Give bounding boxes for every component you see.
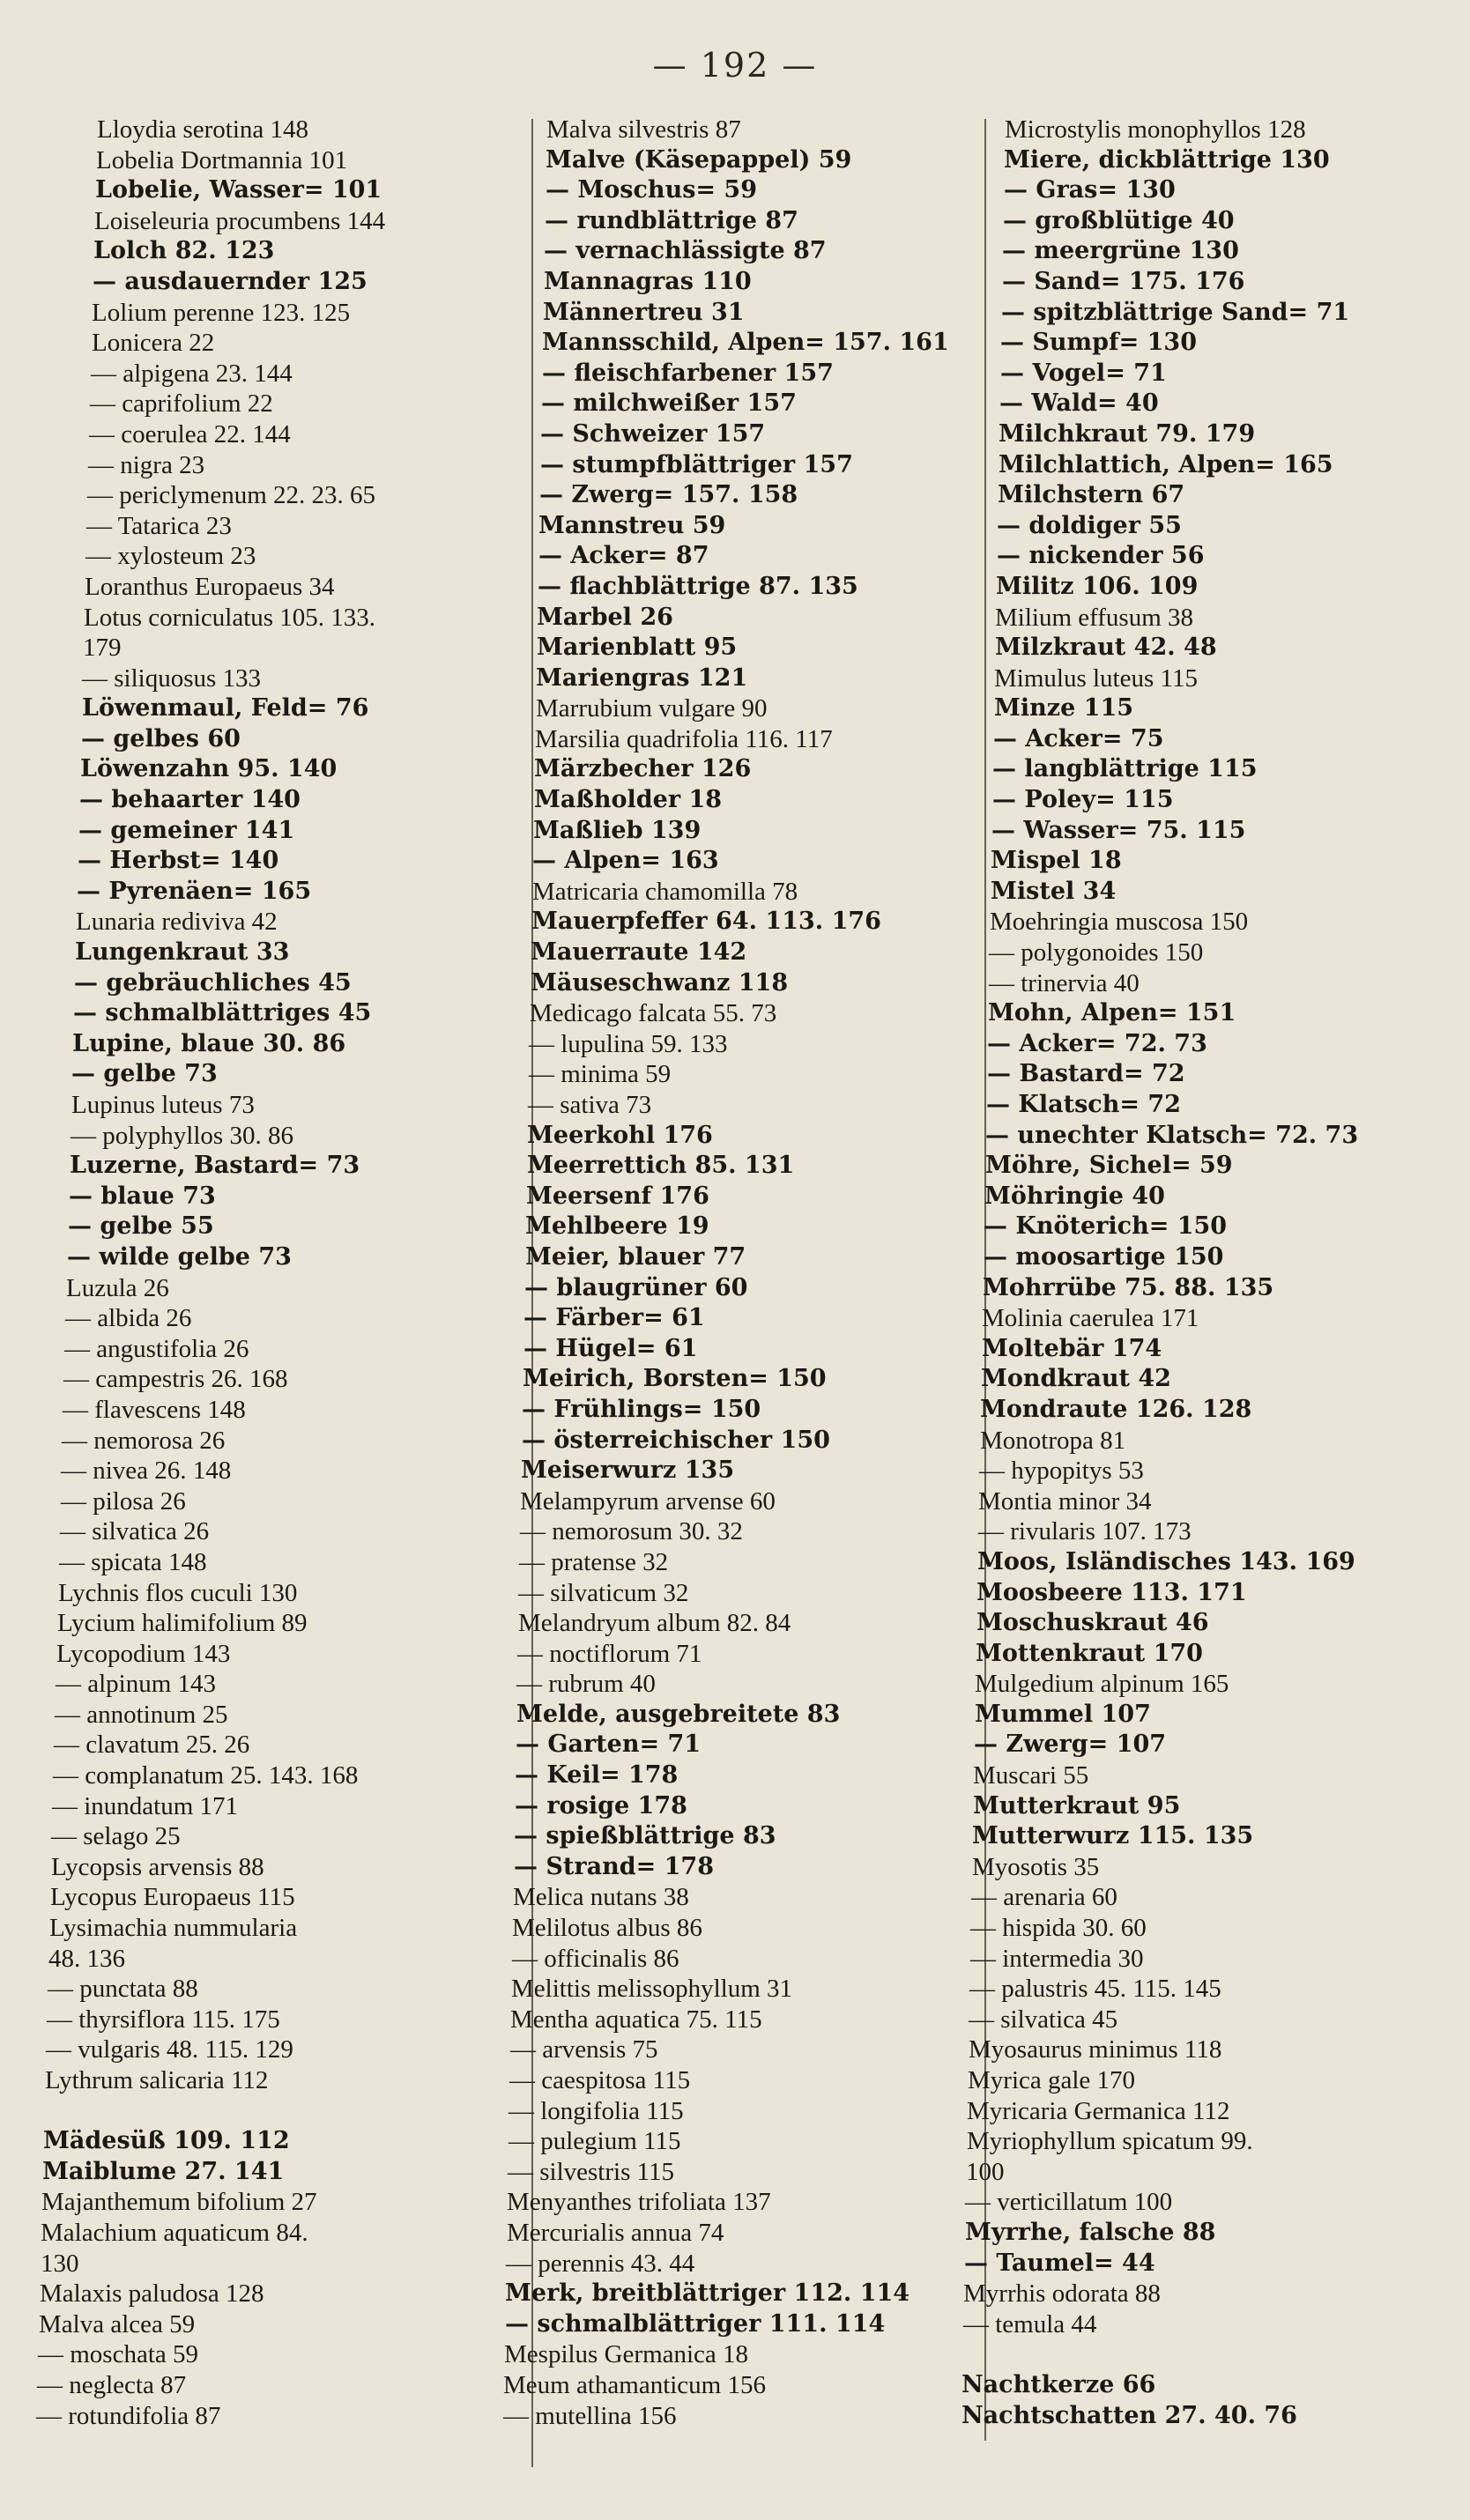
index-entry: Lycopodium 143	[56, 1639, 231, 1668]
index-entry: — thyrsiflora 115. 175	[47, 2005, 280, 2034]
index-entry: Loiseleuria procumbens 144	[94, 206, 386, 235]
index-entry: — minima 59	[529, 1060, 672, 1089]
index-entry: Loranthus Europaeus 34	[85, 572, 335, 601]
index-entry: — gelbe 55	[68, 1212, 214, 1241]
index-entry: — Bastard= 72	[987, 1060, 1185, 1088]
index-entry: Maßholder 18	[534, 786, 723, 814]
index-entry: Melde, ausgebreitete 83	[516, 1700, 841, 1728]
index-entry: Malva silvestris 87	[546, 115, 741, 144]
index-entry: — trinervia 40	[989, 968, 1140, 997]
index-entry: — Poley= 115	[992, 786, 1174, 814]
index-entry: — coerulea 22. 144	[89, 419, 291, 448]
index-entry: — campestris 26. 168	[63, 1365, 288, 1394]
index-entry: Mauerpfeffer 64. 113. 176	[531, 908, 881, 936]
index-entry: Mäuseschwanz 118	[531, 968, 789, 997]
index-entry: — polygonoides 150	[989, 938, 1204, 967]
index-entry: — Färber= 61	[523, 1304, 705, 1332]
index-entry: — meergrüne 130	[1002, 237, 1239, 265]
index-entry: — noctiflorum 71	[517, 1639, 702, 1668]
index-entry: Lobelie, Wasser= 101	[95, 176, 382, 204]
index-entry: — caprifolium 22	[90, 389, 273, 419]
index-entry: Molinia caerulea 171	[982, 1304, 1199, 1333]
index-entry: — complanatum 25. 143. 168	[53, 1761, 359, 1790]
index-entry: — Wasser= 75. 115	[991, 816, 1246, 844]
index-entry: Menyanthes trifoliata 137	[507, 2188, 771, 2217]
index-entry: — fleischfarbener 157	[542, 359, 834, 387]
index-entry: — großblütige 40	[1003, 206, 1235, 234]
index-entry: — vernachlässigte 87	[544, 237, 827, 265]
index-entry: — Klatsch= 72	[986, 1091, 1181, 1118]
index-entry: Malve (Käsepappel) 59	[546, 145, 852, 174]
index-entry: Nachtschatten 27. 40. 76	[961, 2401, 1297, 2429]
index-entry: Milchstern 67	[998, 481, 1185, 509]
index-entry: Myrrhe, falsche 88	[965, 2218, 1216, 2246]
index-entry: Meum athamanticum 156	[503, 2370, 766, 2399]
index-entry: — silvatica 26	[60, 1517, 210, 1546]
index-entry: Meiserwurz 135	[521, 1456, 735, 1485]
index-entry: Mispel 18	[991, 847, 1122, 875]
index-entry: — perennis 43. 44	[506, 2249, 695, 2278]
index-entry: — lupulina 59. 133	[529, 1029, 728, 1058]
index-entry: Microstylis monophyllos 128	[1005, 115, 1306, 144]
index-entry: Lycopsis arvensis 88	[51, 1852, 264, 1881]
index-entry: Myosotis 35	[972, 1852, 1100, 1881]
index-entry: — behaarter 140	[79, 786, 301, 814]
index-entry: Moos, Isländisches 143. 169	[977, 1547, 1355, 1575]
index-entry: — schmalblättriges 45	[73, 999, 372, 1027]
index-entry: Mulgedium alpinum 165	[975, 1670, 1229, 1699]
index-entry: — sativa 73	[528, 1091, 652, 1119]
index-entry: — nemorosum 30. 32	[520, 1517, 743, 1546]
index-entry: — periclymenum 22. 23. 65	[87, 481, 376, 510]
index-entry: Mercurialis annua 74	[507, 2218, 724, 2247]
index-entry: — gemeiner 141	[78, 816, 295, 844]
index-entry: Lysimachia nummularia	[49, 1914, 298, 1943]
index-entry: 179	[83, 634, 122, 663]
index-entry: — nickender 56	[997, 542, 1205, 570]
index-entry: — officinalis 86	[512, 1944, 679, 1973]
index-entry: 130	[41, 2249, 79, 2278]
index-entry: — Sumpf= 130	[1000, 329, 1197, 357]
index-entry: Montia minor 34	[978, 1486, 1152, 1516]
index-entry: — gebräuchliches 45	[74, 968, 352, 997]
index-entry: — silvatica 45	[969, 2005, 1118, 2034]
index-entry: Mondraute 126. 128	[980, 1395, 1252, 1423]
index-entry: — ausdauernder 125	[93, 267, 368, 295]
index-column-right	[961, 115, 1454, 2467]
index-entry: — stumpfblättriger 157	[540, 450, 853, 478]
index-entry: — spicata 148	[59, 1547, 207, 1576]
index-entry: — mutellina 156	[503, 2401, 677, 2430]
index-entry: — verticillatum 100	[965, 2188, 1173, 2217]
index-entry: — Vogel= 71	[1000, 359, 1167, 387]
index-entry: Mariengras 121	[536, 663, 748, 692]
index-entry: Melittis melissophyllum 31	[511, 1975, 793, 2004]
index-entry: — Herbst= 140	[78, 847, 279, 875]
index-column-middle	[502, 115, 978, 2467]
index-entry: Lunaria rediviva 42	[76, 908, 278, 937]
index-entry: Myriophyllum spicatum 99.	[967, 2127, 1253, 2156]
index-entry: Mohrrübe 75. 88. 135	[983, 1273, 1274, 1301]
index-entry: — Wald= 40	[999, 389, 1159, 418]
index-entry: Melampyrum arvense 60	[520, 1486, 776, 1516]
index-entry: — pulegium 115	[509, 2127, 681, 2156]
index-entry: Milium effusum 38	[995, 603, 1194, 632]
index-entry: — blaue 73	[69, 1182, 216, 1210]
index-entry: — spitzblättrige Sand= 71	[1001, 298, 1350, 326]
index-entry: — arenaria 60	[971, 1883, 1117, 1912]
index-entry: Myrrhis odorata 88	[963, 2279, 1161, 2309]
index-entry: Monotropa 81	[980, 1426, 1126, 1455]
index-entry: — inundatum 171	[52, 1791, 239, 1820]
index-entry: Mistel 34	[991, 877, 1117, 905]
index-entry: Mondkraut 42	[981, 1365, 1171, 1393]
index-entry: Mutterkraut 95	[973, 1791, 1181, 1820]
index-entry: Melica nutans 38	[513, 1883, 689, 1912]
index-entry: — nemorosa 26	[62, 1426, 226, 1455]
index-entry: Mohn, Alpen= 151	[988, 999, 1236, 1027]
index-entry: Merk, breitblättriger 112. 114	[505, 2279, 910, 2308]
index-entry: Lolch 82. 123	[93, 237, 275, 265]
index-entry: — rotundifolia 87	[36, 2401, 221, 2430]
index-entry: Männertreu 31	[543, 298, 745, 326]
index-entry: — alpinum 143	[56, 1670, 217, 1699]
page-number: — 192 —	[652, 46, 818, 85]
index-entry: — pratense 32	[519, 1547, 669, 1576]
index-entry: — arvensis 75	[510, 2035, 658, 2064]
index-entry: — temula 44	[963, 2309, 1097, 2338]
index-entry: Mespilus Germanica 18	[504, 2340, 749, 2369]
index-entry: Mannagras 110	[544, 267, 752, 295]
index-entry: Lycium halimifolium 89	[57, 1609, 308, 1638]
index-entry: Mummel 107	[975, 1700, 1151, 1728]
index-entry: — selago 25	[51, 1822, 181, 1851]
index-entry: Maßlieb 139	[533, 816, 702, 844]
index-entry: Lungenkraut 33	[75, 938, 290, 967]
index-entry: Lloydia serotina 148	[97, 115, 309, 144]
index-entry: — longifolia 115	[509, 2096, 684, 2125]
index-entry: Möhre, Sichel= 59	[985, 1152, 1233, 1180]
index-entry: Malva alcea 59	[39, 2309, 196, 2338]
index-entry: — Taumel= 44	[964, 2249, 1155, 2277]
index-entry: — nivea 26. 148	[61, 1456, 232, 1486]
index-entry: — schmalblättriger 111. 114	[505, 2309, 886, 2338]
index-entry: — Garten= 71	[516, 1731, 702, 1759]
index-entry: Myosaurus minimus 118	[969, 2035, 1222, 2064]
index-entry: Luzula 26	[66, 1273, 169, 1302]
index-entry: Meirich, Borsten= 150	[523, 1365, 827, 1393]
index-entry: Lythrum salicaria 112	[45, 2066, 269, 2094]
index-entry: Mädesüß 109. 112	[43, 2127, 290, 2155]
index-entry: Lonicera 22	[92, 329, 215, 358]
index-entry: — Strand= 178	[514, 1852, 714, 1880]
index-entry: Melandryum album 82. 84	[518, 1609, 791, 1638]
index-entry: — rosige 178	[515, 1791, 687, 1820]
index-entry: Medicago falcata 55. 73	[530, 999, 777, 1028]
index-entry: Mannstreu 59	[538, 511, 726, 539]
index-entry: Mimulus luteus 115	[994, 663, 1198, 693]
index-entry: — rundblättrige 87	[545, 206, 798, 234]
index-entry: Maiblume 27. 141	[42, 2157, 285, 2185]
index-entry: — Knöterich= 150	[984, 1212, 1228, 1241]
index-entry: Marsilia quadrifolia 116. 117	[535, 724, 833, 753]
index-entry: — silvestris 115	[508, 2157, 675, 2186]
index-entry: — spießblättrige 83	[514, 1822, 776, 1850]
index-entry: Marbel 26	[537, 603, 673, 631]
index-entry: — Pyrenäen= 165	[77, 877, 312, 905]
index-entry: — punctata 88	[48, 1975, 198, 2004]
index-entry: Myrica gale 170	[968, 2066, 1136, 2094]
index-entry: — hispida 30. 60	[970, 1914, 1147, 1943]
index-entry: Matricaria chamomilla 78	[532, 877, 798, 906]
index-entry: — Zwerg= 157. 158	[539, 481, 798, 509]
index-entry: — milchweißer 157	[541, 389, 797, 418]
index-entry: — blaugrüner 60	[524, 1273, 748, 1301]
index-entry: Mutterwurz 115. 135	[972, 1822, 1254, 1850]
index-entry: Mottenkraut 170	[976, 1639, 1203, 1667]
index-entry: Marrubium vulgare 90	[536, 694, 768, 723]
index-entry: Moosbeere 113. 171	[976, 1578, 1247, 1606]
index-entry: Muscari 55	[973, 1761, 1089, 1790]
index-entry: — pilosa 26	[61, 1486, 186, 1516]
index-entry: — clavatum 25. 26	[54, 1731, 250, 1760]
index-entry: — nigra 23	[88, 450, 205, 479]
index-entry: Lychnis flos cuculi 130	[58, 1578, 298, 1607]
index-entry: Meerrettich 85. 131	[527, 1152, 795, 1180]
index-entry: — annotinum 25	[55, 1700, 228, 1729]
index-entry: — Moschus= 59	[546, 176, 757, 204]
index-entry: — intermedia 30	[970, 1944, 1144, 1973]
index-entry: 48. 136	[48, 1944, 125, 1973]
index-entry: Löwenmaul, Feld= 76	[82, 694, 369, 723]
index-entry: Lupinus luteus 73	[71, 1091, 255, 1119]
index-entry: — Acker= 87	[538, 542, 709, 570]
index-entry: Möhringie 40	[984, 1182, 1165, 1210]
section-gap	[35, 2096, 529, 2127]
index-entry: — Keil= 178	[515, 1761, 679, 1790]
index-entry: — Sand= 175. 176	[1002, 267, 1245, 295]
index-entry: Milchkraut 79. 179	[999, 419, 1256, 448]
index-entry: Melilotus albus 86	[512, 1914, 702, 1943]
index-entry: Lupine, blaue 30. 86	[72, 1029, 346, 1057]
index-entry: Löwenzahn 95. 140	[80, 755, 338, 783]
index-entry: — alpigena 23. 144	[91, 359, 293, 388]
index-entry: — doldiger 55	[997, 511, 1182, 539]
index-entry: Lotus corniculatus 105. 133.	[84, 603, 376, 632]
section-gap	[961, 2339, 1454, 2370]
index-entry: Moschuskraut 46	[976, 1609, 1209, 1637]
index-entry: — rivularis 107. 173	[978, 1517, 1192, 1546]
index-entry: — albida 26	[65, 1304, 192, 1333]
index-entry: — Schweizer 157	[540, 419, 766, 448]
index-entry: Mentha aquatica 75. 115	[510, 2005, 762, 2034]
index-column-left	[35, 115, 529, 2467]
index-entry: Malachium aquaticum 84.	[41, 2218, 308, 2247]
index-entry: Miere, dickblättrige 130	[1004, 145, 1330, 174]
index-entry: — moosartige 150	[984, 1242, 1224, 1271]
index-entry: — unechter Klatsch= 72. 73	[985, 1121, 1359, 1149]
index-entry: — silvaticum 32	[518, 1578, 689, 1607]
index-entry: — Acker= 72. 73	[987, 1029, 1207, 1057]
index-entry: — hypopitys 53	[979, 1456, 1144, 1486]
index-entry: — langblättrige 115	[992, 755, 1258, 783]
index-entry: — angustifolia 26	[64, 1334, 249, 1363]
index-entry: — österreichischer 150	[522, 1426, 830, 1454]
index-entry: — Hügel= 61	[523, 1334, 698, 1362]
index-entry: — flachblättrige 87. 135	[538, 572, 858, 600]
index-entry: Moehringia muscosa 150	[990, 908, 1249, 937]
index-entry: — neglecta 87	[37, 2370, 187, 2399]
index-entry: — Gras= 130	[1004, 176, 1176, 204]
index-entry: Lycopus Europaeus 115	[50, 1883, 295, 1912]
index-entry: — Acker= 75	[993, 724, 1164, 752]
index-entry: — caespitosa 115	[509, 2066, 691, 2094]
index-entry: — vulgaris 48. 115. 129	[46, 2035, 293, 2064]
index-entry: — xylosteum 23	[85, 542, 256, 571]
index-entry: Lobelia Dortmannia 101	[96, 145, 348, 174]
index-entry: Mauerraute 142	[531, 938, 747, 967]
index-entry: — rubrum 40	[516, 1670, 656, 1699]
index-entry: Märzbecher 126	[534, 755, 752, 783]
index-entry: Malaxis paludosa 128	[40, 2279, 264, 2309]
index-entry: — gelbes 60	[81, 724, 241, 752]
index-entry: Militz 106. 109	[996, 572, 1199, 600]
index-entry: Mannsschild, Alpen= 157. 161	[542, 329, 949, 357]
index-entry: Majanthemum bifolium 27	[41, 2188, 317, 2217]
index-entry: Meerkohl 176	[527, 1121, 713, 1149]
index-entry: — Alpen= 163	[532, 847, 719, 875]
index-entry: 100	[966, 2157, 1005, 2186]
index-entry: Meier, blauer 77	[525, 1242, 746, 1271]
index-entry: — polyphyllos 30. 86	[71, 1121, 293, 1150]
index-entry: — siliquosus 133	[82, 663, 262, 693]
index-entry: Milchlattich, Alpen= 165	[999, 450, 1333, 478]
index-entry: — wilde gelbe 73	[67, 1242, 292, 1271]
index-entry: Moltebär 174	[982, 1334, 1162, 1362]
index-entry: — moschata 59	[38, 2340, 199, 2369]
index-entry: — palustris 45. 115. 145	[969, 1975, 1221, 2004]
index-entry: Myricaria Germanica 112	[967, 2096, 1230, 2125]
index-entry: Mehlbeere 19	[525, 1212, 709, 1241]
index-entry: — Tatarica 23	[86, 511, 232, 540]
index-entry: — Zwerg= 107	[974, 1731, 1167, 1759]
index-entry: — Frühlings= 150	[522, 1395, 761, 1423]
index-entry: Lolium perenne 123. 125	[92, 298, 351, 327]
index-entry: Marienblatt 95	[537, 634, 738, 662]
index-entry: Nachtkerze 66	[961, 2370, 1156, 2398]
index-entry: — flavescens 148	[63, 1395, 246, 1424]
index-entry: — gelbe 73	[71, 1060, 218, 1088]
index-entry: Minze 115	[994, 694, 1134, 723]
index-entry: Luzerne, Bastard= 73	[70, 1152, 360, 1180]
index-entry: Milzkraut 42. 48	[995, 634, 1217, 662]
index-entry: Meersenf 176	[526, 1182, 709, 1210]
